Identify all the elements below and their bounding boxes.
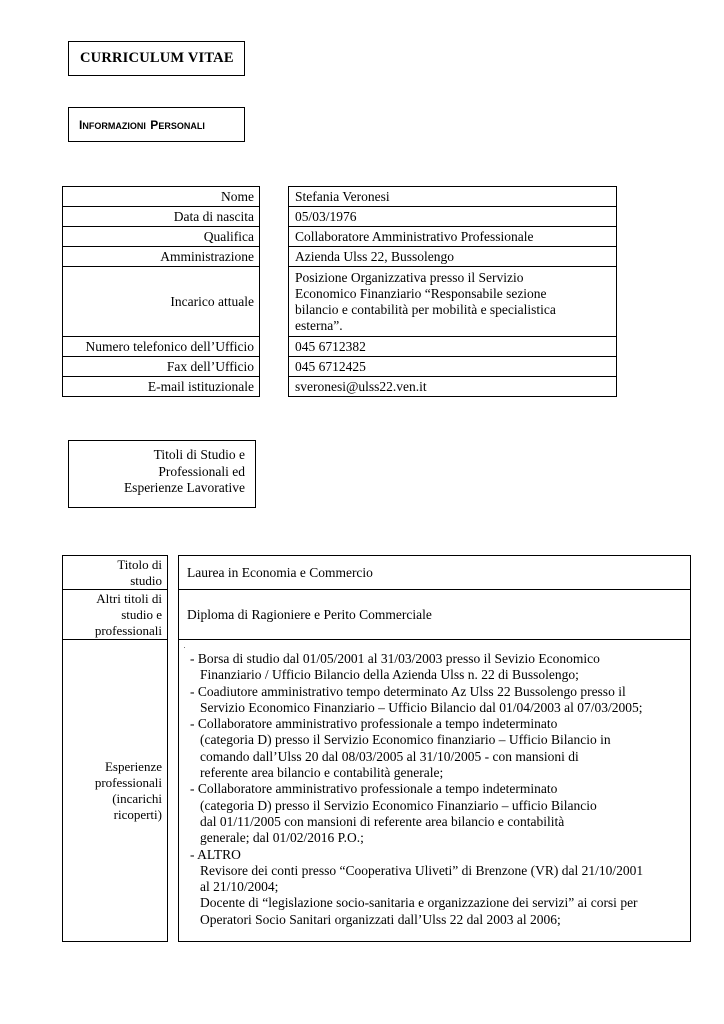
value-nome: Stefania Veronesi (289, 187, 617, 207)
heading-rest-2: ERSONALI (158, 121, 205, 131)
label-titolo-studio: Titolo di studio (63, 556, 168, 590)
exp-line: generale; dal 01/02/2016 P.O.; (200, 830, 364, 846)
incarico-line: esterna”. (295, 317, 343, 333)
label-email: E-mail istituzionale (63, 377, 260, 397)
label-nome: Nome (63, 187, 260, 207)
label-qualifica: Qualifica (63, 227, 260, 247)
marker: . (182, 642, 186, 650)
exp-line: comando dall’Ulss 20 dal 08/03/2005 al 31/10/2005 - con mansioni di (200, 748, 579, 764)
exp-line: (categoria D) presso il Servizio Economico Finanziario – ufficio Bilancio (200, 797, 597, 813)
value-esperienze (179, 640, 691, 942)
exp-line: dal 01/11/2005 con mansioni di referente area bilancio e contabilità (200, 813, 565, 829)
personal-info-labels-table (62, 186, 260, 397)
value-telefono: 045 6712382 (289, 337, 617, 357)
exp-line: al 21/10/2004; (200, 879, 279, 895)
studies-heading-line: Titoli di Studio e (153, 447, 245, 462)
personal-info-heading (68, 107, 245, 142)
exp-line: Revisore dei conti presso “Cooperativa Uliveti” di Brenzone (VR) dal 21/10/2001 (200, 862, 644, 878)
incarico-line: Posizione Organizzativa presso il Servizio (295, 269, 524, 285)
exp-line: - Borsa di studio dal 01/05/2001 al 31/03/2003 presso il Sevizio Economico (190, 651, 600, 666)
value-data-nascita: 05/03/1976 (289, 207, 617, 227)
value-fax: 045 6712425 (289, 357, 617, 377)
label-esperienze: Esperienze professionali (incarichi ricoperti) (63, 640, 168, 942)
studies-heading (68, 440, 256, 508)
exp-line: Operatori Socio Sanitari organizzati dall’Ulss 22 dal 2003 al 2006; (200, 911, 561, 927)
label-telefono: Numero telefonico dell’Ufficio (63, 337, 260, 357)
label-incarico: Incarico attuale (63, 267, 260, 337)
exp-line: - ALTRO (190, 846, 241, 862)
value-titolo-studio: Laurea in Economia e Commercio (179, 556, 691, 590)
label-altri-titoli: Altri titoli di studio e professionali (63, 590, 168, 640)
cv-title: CURRICULUM VITAE (68, 41, 245, 76)
value-altri-titoli: Diploma di Ragioniere e Perito Commerciale (179, 590, 691, 640)
value-incarico (289, 267, 617, 337)
exp-line: Finanziario / Ufficio Bilancio della Azienda Ulss n. 22 di Bussolengo; (200, 667, 579, 683)
value-email: sveronesi@ulss22.ven.it (289, 377, 617, 397)
label-fax: Fax dell’Ufficio (63, 357, 260, 377)
exp-line: (categoria D) presso il Servizio Economico finanziario – Ufficio Bilancio in (200, 732, 611, 748)
personal-info-values-table (288, 186, 617, 397)
incarico-line: bilancio e contabilità per mobilità e specialistica (295, 301, 556, 317)
heading-initial-1: I (79, 118, 83, 132)
exp-line: Servizio Economico Finanziario – Ufficio Bilancio dal 01/04/2003 al 07/03/2005; (200, 699, 643, 715)
education-labels-table (62, 555, 168, 942)
value-qualifica: Collaboratore Amministrativo Professionale (289, 227, 617, 247)
heading-initial-2: P (150, 118, 159, 132)
label-data-nascita: Data di nascita (63, 207, 260, 227)
studies-heading-line: Professionali ed (158, 463, 245, 479)
incarico-line: Economico Finanziario “Responsabile sezione (295, 285, 547, 301)
label-amministrazione: Amministrazione (63, 247, 260, 267)
exp-line: Docente di “legislazione socio-sanitaria e organizzazione dei servizi” ai corsi per (200, 895, 638, 911)
exp-line: referente area bilancio e contabilità generale; (200, 765, 444, 781)
heading-rest-1: NFORMAZIONI (82, 121, 146, 131)
exp-line: - Coadiutore amministrativo tempo determinato Az Ulss 22 Bussolengo presso il (190, 683, 626, 699)
exp-line: - Collaboratore amministrativo professionale a tempo indeterminato (190, 716, 558, 732)
education-values-table (178, 555, 691, 942)
exp-line: - Collaboratore amministrativo professionale a tempo indeterminato (190, 781, 558, 797)
studies-heading-line: Esperienze Lavorative (123, 480, 245, 495)
value-amministrazione: Azienda Ulss 22, Bussolengo (289, 247, 617, 267)
